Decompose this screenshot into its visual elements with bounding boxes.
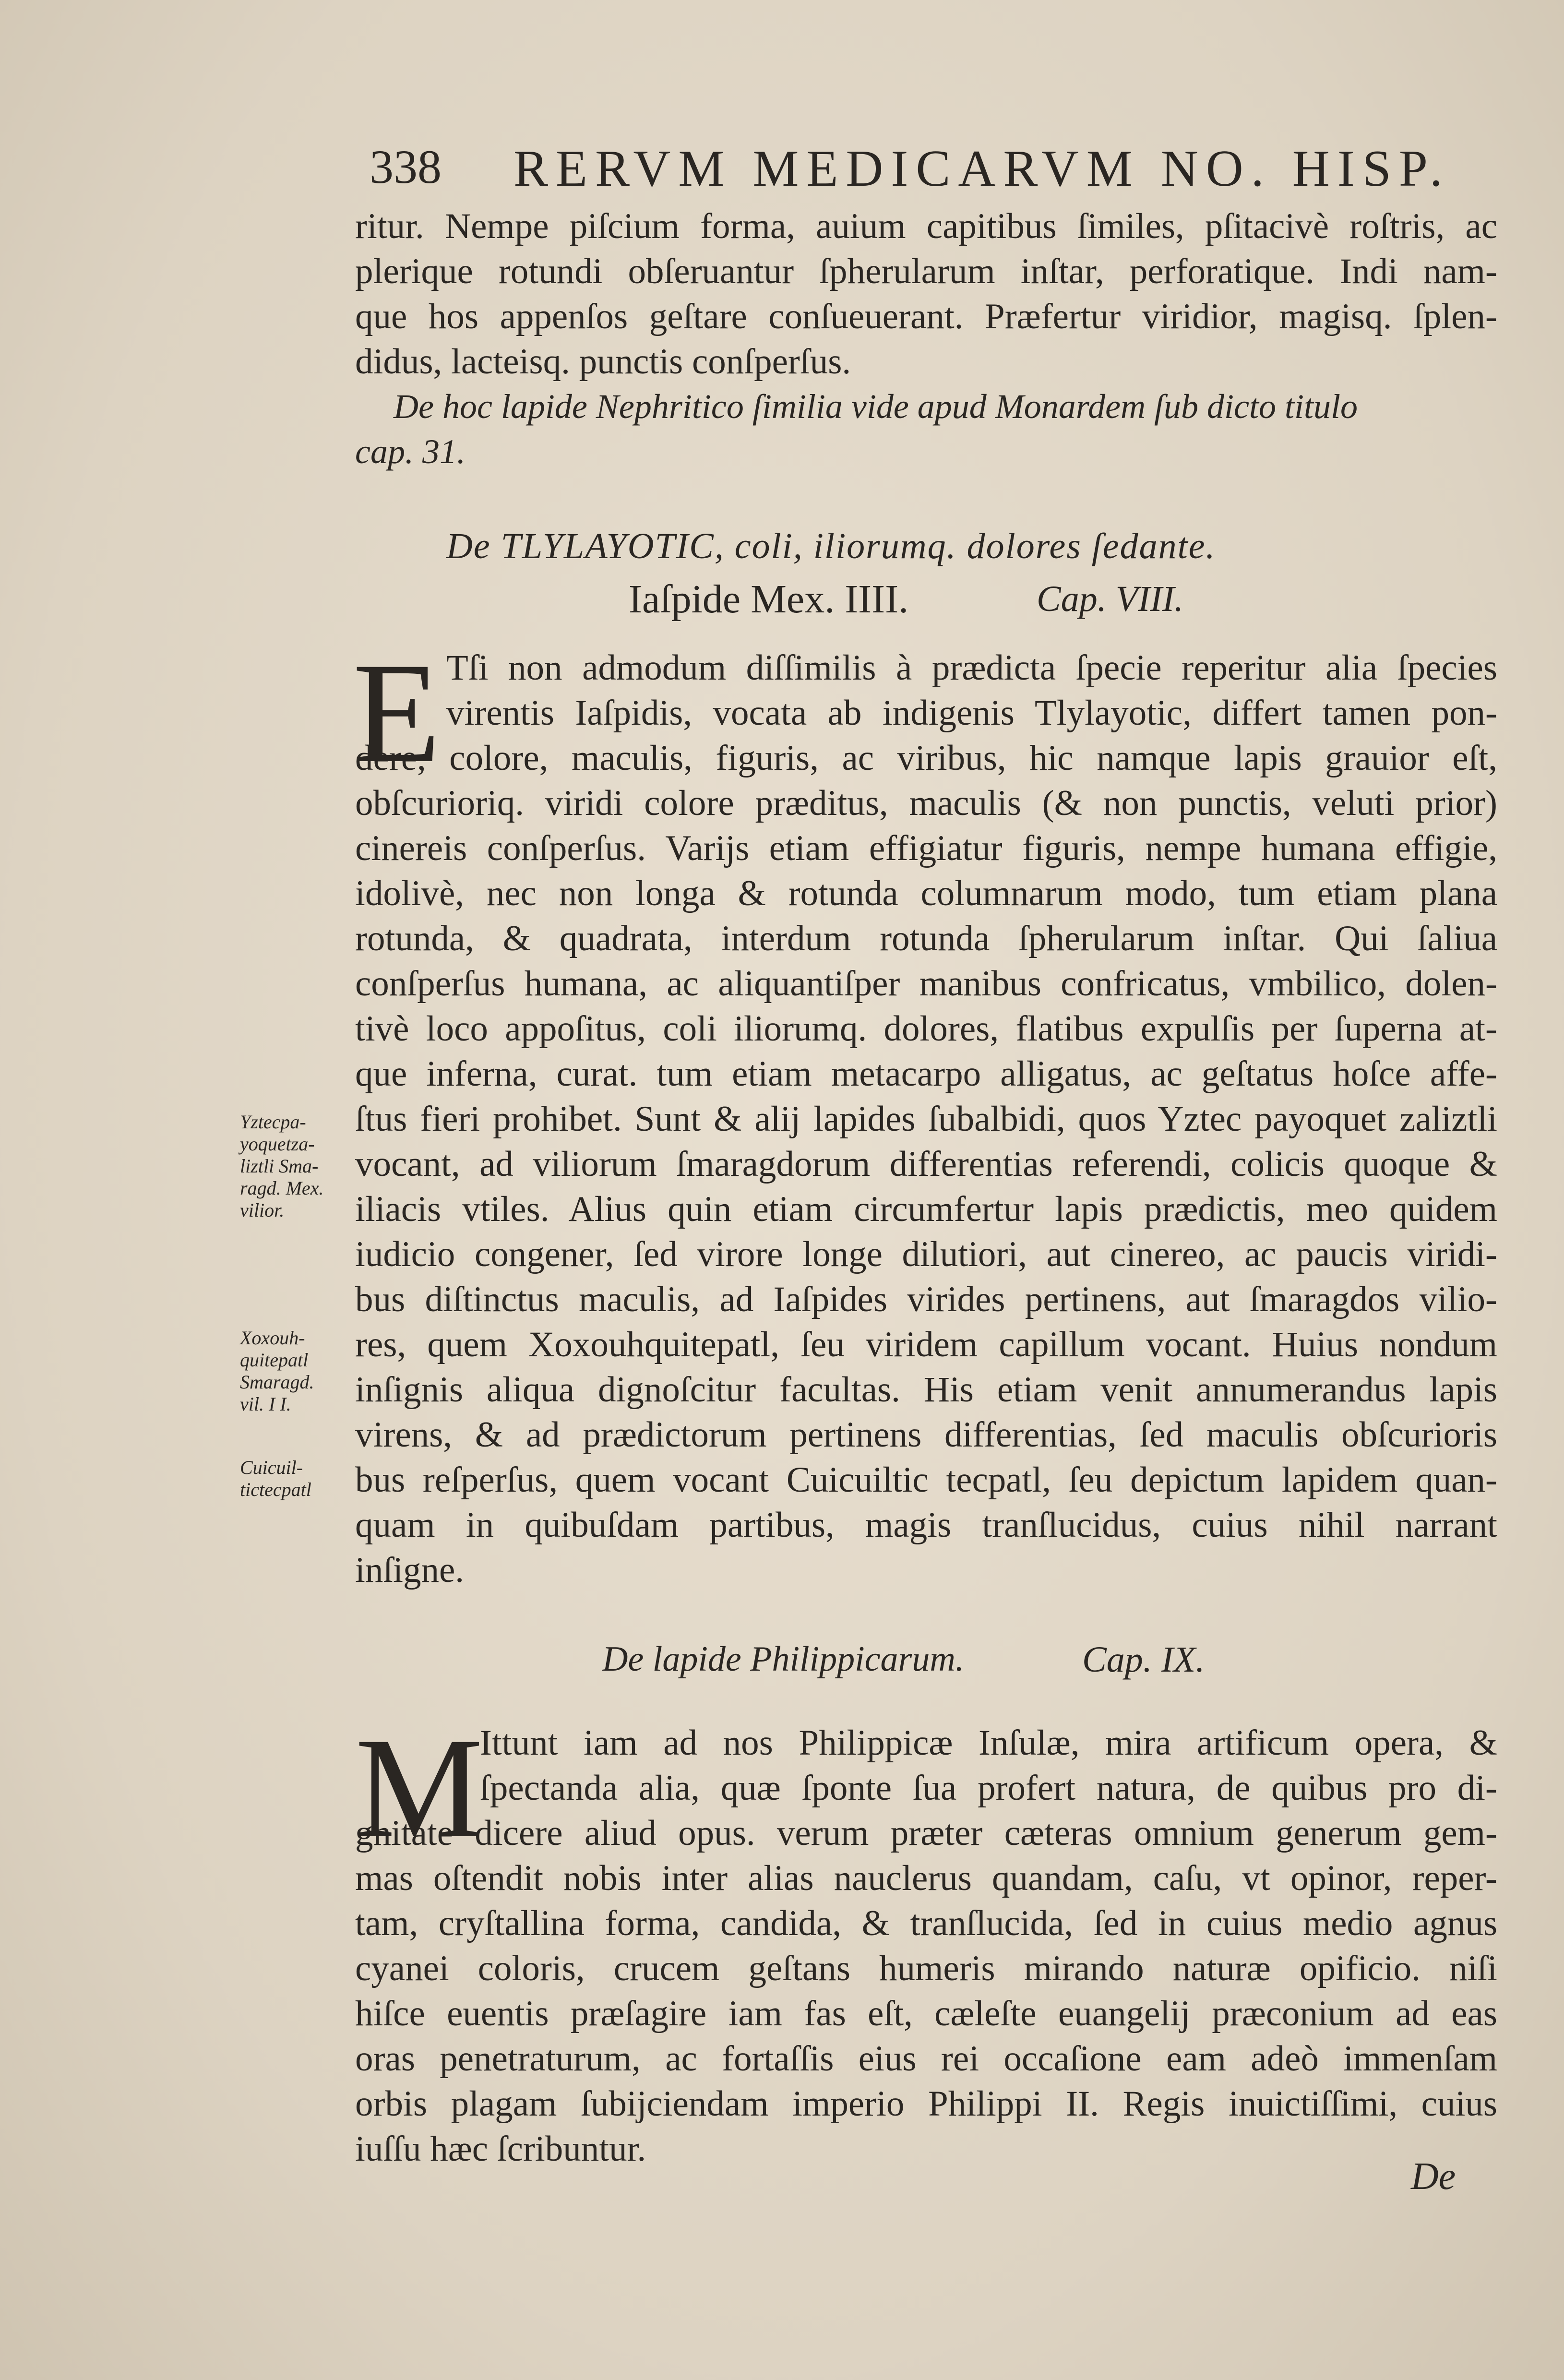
margin-line: ragd. Mex. xyxy=(240,1177,324,1199)
text-line: iuſſu hæc ſcribuntur. xyxy=(355,2129,646,2169)
text-line: iudicio congener, ſed virore longe dilutiori, aut cinereo, ac paucis viridi- xyxy=(355,1234,1497,1274)
text-line: que hos appenſos geſtare conſueuerant. Præfertur viridior, magisq. ſplen- xyxy=(355,297,1497,336)
text-line: virens, & ad prædictorum pertinens differentias, ſed maculis obſcurioris xyxy=(355,1415,1497,1455)
text-line: conſperſus humana, ac aliquantiſper manibus confricatus, vmbilico, dolen- xyxy=(355,964,1497,1004)
note-line: De hoc lapide Nephritico ſimilia vide apud Monardem ſub dicto titulo xyxy=(394,387,1358,426)
running-title: RERVM MEDICARVM NO. HISP. xyxy=(513,140,1450,197)
running-head xyxy=(355,139,1478,197)
margin-line: yoquetza- xyxy=(240,1133,315,1155)
text-line: Ittunt iam ad nos Philippicæ Inſulæ, mira artificum opera, & xyxy=(480,1723,1497,1763)
marginal-note-xoxouhquitepatl xyxy=(240,1327,355,1415)
cross-reference-note xyxy=(355,384,1536,474)
text-line: res, quem Xoxouhquitepatl, ſeu viridem capillum vocant. Huius nondum xyxy=(355,1325,1497,1364)
margin-line: Xoxouh- xyxy=(240,1327,305,1349)
margin-line: tictecpatl xyxy=(240,1479,311,1500)
chapter-9-title: De lapide Philippicarum. xyxy=(602,1639,965,1679)
text-line: cyanei coloris, crucem geſtans humeris mirando naturæ opificio. niſi xyxy=(355,1949,1497,1988)
text-line: virentis Iaſpidis, vocata ab indigenis Tlylayotic, differt tamen pon- xyxy=(446,693,1497,733)
text-line: bus diſtinctus maculis, ad Iaſpides virides pertinens, aut ſmaragdos vilio- xyxy=(355,1280,1497,1319)
marginal-note-yztecpayoquetzaliztli xyxy=(240,1111,355,1221)
text-line: mas oſtendit nobis inter alias nauclerus quandam, caſu, vt opinor, reper- xyxy=(355,1858,1497,1898)
text-line: que inferna, curat. tum etiam metacarpo alligatus, ac geſtatus hoſce affe- xyxy=(355,1054,1497,1094)
continuation-paragraph xyxy=(355,204,1497,384)
text-line: idolivè, nec non longa & rotunda columnarum modo, tum etiam plana xyxy=(355,873,1497,913)
margin-line: vilior. xyxy=(240,1199,285,1221)
text-line: ſtus fieri prohibet. Sunt & alij lapides ſubalbidi, quos Yztec payoquet zaliztli xyxy=(355,1099,1497,1139)
text-line: didus, lacteisq. punctis conſperſus. xyxy=(355,342,851,382)
chapter-9-paragraph xyxy=(355,1721,1497,2172)
text-line: tivè loco appoſitus, coli iliorumq. dolores, flatibus expulſis per ſuperna at- xyxy=(355,1009,1497,1049)
text-line: inſignis aliqua dignoſcitur facultas. His etiam venit annumerandus lapis xyxy=(355,1370,1497,1410)
chapter-8-number: Cap. VIII. xyxy=(1037,579,1184,619)
chapter-8-title: De TLYLAYOTIC, coli, iliorumq. dolores ſedante. xyxy=(446,526,1216,566)
text-line: plerique rotundi obſeruantur ſpherularum inſtar, perforatique. Indi nam- xyxy=(355,251,1497,291)
text-line: dere, colore, maculis, figuris, ac viribus, hic namque lapis grauior eſt, xyxy=(355,738,1497,778)
chapter-8-subtitle: Iaſpide Mex. IIII. xyxy=(629,577,909,622)
text-line: gnitate dicere aliud opus. verum præter cæteras omnium generum gem- xyxy=(355,1813,1497,1853)
note-line: cap. 31. xyxy=(355,432,466,471)
text-line: rotunda, & quadrata, interdum rotunda ſpherularum inſtar. Qui ſaliua xyxy=(355,919,1497,958)
drop-cap-e: E xyxy=(353,633,441,792)
margin-line: Cuicuil- xyxy=(240,1457,303,1478)
text-line: orbis plagam ſubijciendam imperio Philippi II. Regis inuictiſſimi, cuius xyxy=(355,2084,1497,2124)
page-number: 338 xyxy=(370,140,442,193)
drop-cap-m: M xyxy=(355,1708,483,1867)
margin-line: Yztecpa- xyxy=(240,1111,306,1133)
catchword: De xyxy=(1411,2155,1456,2198)
text-line: hiſce euentis præſagire iam fas eſt, cæleſte euangelij præconium ad eas xyxy=(355,1994,1497,2033)
chapter-9-number: Cap. IX. xyxy=(1082,1639,1205,1680)
text-line: obſcurioriq. viridi colore præditus, maculis (& non punctis, veluti prior) xyxy=(355,783,1497,823)
text-line: inſigne. xyxy=(355,1550,465,1590)
text-line: oras penetraturum, ac fortaſſis eius rei occaſione eam adeò immenſam xyxy=(355,2039,1497,2079)
margin-line: liztli Sma- xyxy=(240,1155,319,1177)
margin-line: vil. I I. xyxy=(240,1393,291,1415)
marginal-note-cuicuiltictecpatl xyxy=(240,1457,355,1501)
text-line: bus reſperſus, quem vocant Cuicuiltic tecpatl, ſeu depictum lapidem quan- xyxy=(355,1460,1497,1500)
text-line: quam in quibuſdam partibus, magis tranſlucidus, cuius nihil narrant xyxy=(355,1505,1497,1545)
text-line: cinereis conſperſus. Varijs etiam effigiatur figuris, nempe humana effigie, xyxy=(355,828,1497,868)
margin-line: Smaragd. xyxy=(240,1371,314,1393)
margin-line: quitepatl xyxy=(240,1349,309,1371)
text-line: tam, cryſtallina forma, candida, & tranſlucida, ſed in cuius medio agnus xyxy=(355,1903,1497,1943)
chapter-8-paragraph xyxy=(355,646,1497,1593)
text-line: iliacis vtiles. Alius quin etiam circumfertur lapis prædictis, meo quidem xyxy=(355,1189,1497,1229)
text-line: ſpectanda alia, quæ ſponte ſua profert natura, de quibus pro di- xyxy=(480,1768,1497,1808)
text-line: Tſi non admodum diſſimilis à prædicta ſpecie reperitur alia ſpecies xyxy=(446,648,1497,688)
text-line: vocant, ad viliorum ſmaragdorum differentias referendi, colicis quoque & xyxy=(355,1144,1497,1184)
text-line: ritur. Nempe piſcium forma, auium capitibus ſimiles, pſitacivè roſtris, ac xyxy=(355,206,1497,246)
